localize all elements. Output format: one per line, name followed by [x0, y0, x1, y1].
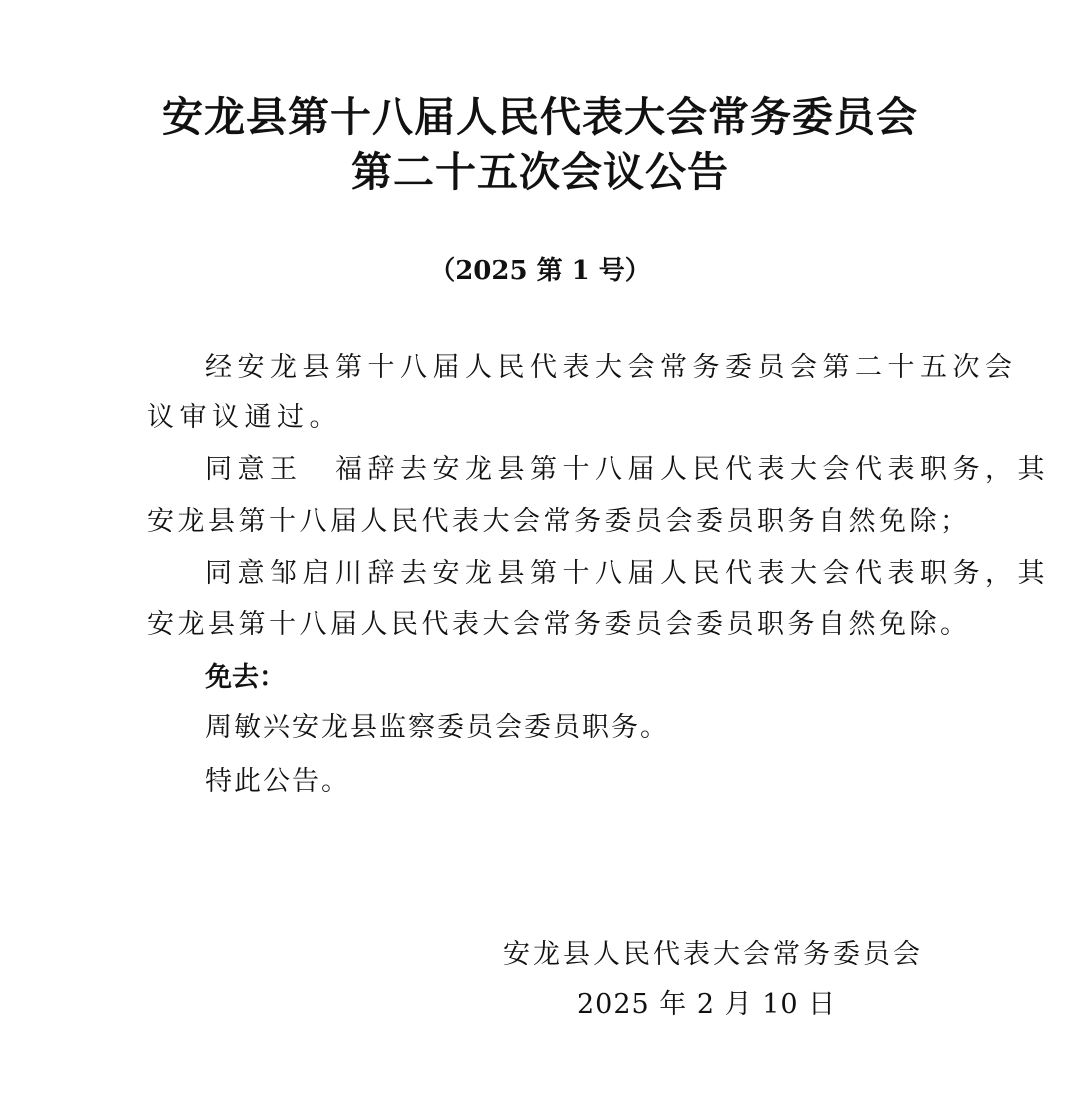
signing-organization: 安龙县人民代表大会常务委员会: [503, 939, 923, 970]
document-title-line-1: 安龙县第十八届人民代表大会常务委员会: [162, 93, 918, 141]
closing-statement: 特此公告。: [205, 766, 350, 797]
paragraph-2-line-2: 安龙县第十八届人民代表大会常务委员会委员职务自然免除；: [147, 506, 971, 537]
paragraph-3-line-1: 同意邹启川辞去安龙县第十八届人民代表大会代表职务，其: [205, 558, 1050, 589]
paragraph-3-line-2: 安龙县第十八届人民代表大会常务委员会委员职务自然免除。: [147, 609, 971, 640]
signing-date: 2025 年 2 月 10 日: [577, 989, 837, 1020]
paragraph-1-line-1: 经安龙县第十八届人民代表大会常务委员会第二十五次会: [205, 352, 1018, 383]
document-number: （2025 第 1 号）: [429, 256, 651, 286]
dismissal-item: 周敏兴安龙县监察委员会委员职务。: [205, 712, 669, 743]
dismissal-heading: 免去：: [205, 662, 286, 693]
paragraph-1-line-2: 议审议通过。: [147, 402, 342, 433]
document-title-line-2: 第二十五次会议公告: [351, 148, 729, 196]
paragraph-2-line-1: 同意王 福辞去安龙县第十八届人民代表大会代表职务，其: [205, 454, 1050, 485]
